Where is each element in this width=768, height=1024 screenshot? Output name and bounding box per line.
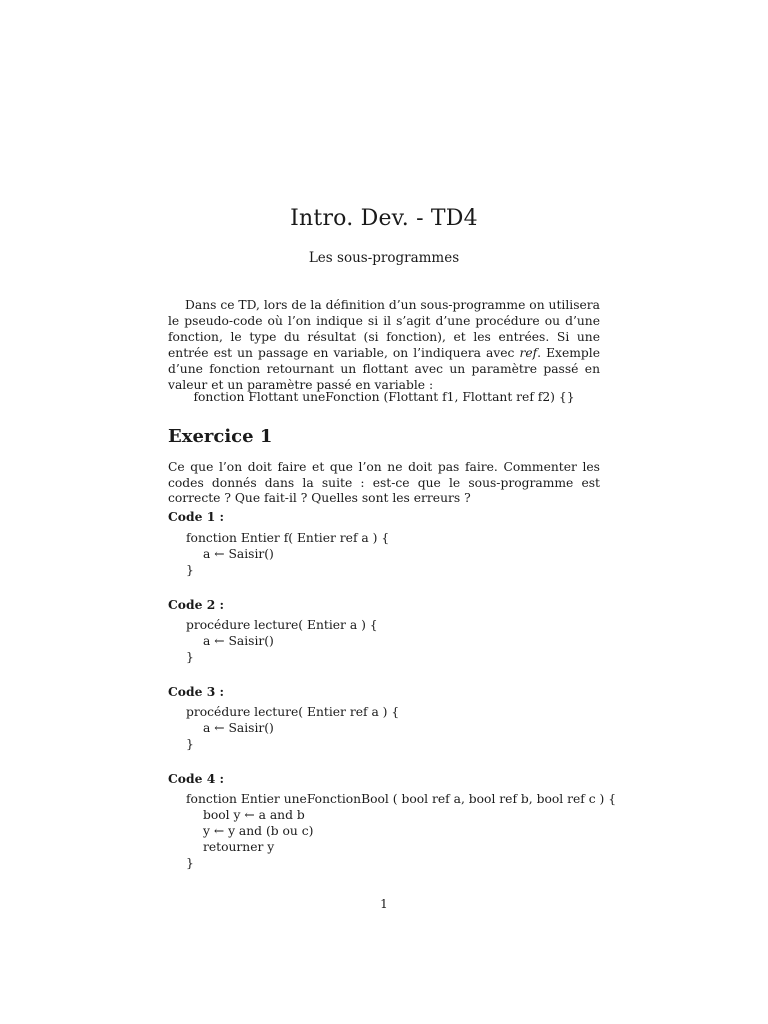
example-signature: fonction Flottant uneFonction (Flottant f1, Flottant ref f2) {} [193,390,575,404]
code-line: procédure lecture( Entier ref a ) { [186,705,400,719]
document-title: Intro. Dev. - TD4 [290,206,478,231]
code-line: a ← Saisir() [203,547,274,561]
code-line: fonction Entier uneFonctionBool ( bool ref a, bool ref b, bool ref c ) { [186,792,617,806]
code-line: } [186,737,194,751]
code-1-label: Code 1 : [168,509,225,524]
code-line: } [186,563,194,577]
code-line: } [186,650,194,664]
document-subtitle: Les sous-programmes [308,250,460,266]
code-line: procédure lecture( Entier a ) { [186,618,378,632]
code-line: retourner y [203,840,275,854]
page-number: 1 [380,897,388,911]
intro-text-part1: Dans ce TD, lors de la définition d’un sous-programme on utilisera le pseudo-code où l’on indique si il s’agit d’une procédure ou d’une fonction, le type du résultat (si fonction), et les entrées. Si une entrée est un passage en variable, on l’indiquera avec [168,298,600,360]
exercise-heading: Exercice 1 [168,426,273,447]
exercise-instructions: Ce que l’on doit faire et que l’on ne doit pas faire. Commenter les codes donnés dans la suite : est-ce que le sous-programme est correcte ? Que fait-il ? Quelles sont les erreurs ? [168,460,600,505]
code-1-block [186,530,389,578]
code-4-label: Code 4 : [168,771,225,786]
intro-text-part2: . Exemple d’une fonction retournant un flottant avec un paramètre passé en valeur et un paramètre passé en variable : [168,346,601,392]
code-line: a ← Saisir() [203,721,274,735]
code-3-block [186,704,399,752]
code-2-label: Code 2 : [168,597,225,612]
code-line: y ← y and (b ou c) [203,824,314,838]
code-3-label: Code 3 : [168,684,225,699]
code-4-block [186,791,616,871]
code-2-block [186,617,378,665]
code-line: bool y ← a and b [203,808,305,822]
intro-emphasis-ref: ref [519,346,538,360]
code-line: } [186,856,194,870]
intro-paragraph [168,297,600,393]
code-line: a ← Saisir() [203,634,274,648]
code-line: fonction Entier f( Entier ref a ) { [186,531,390,545]
